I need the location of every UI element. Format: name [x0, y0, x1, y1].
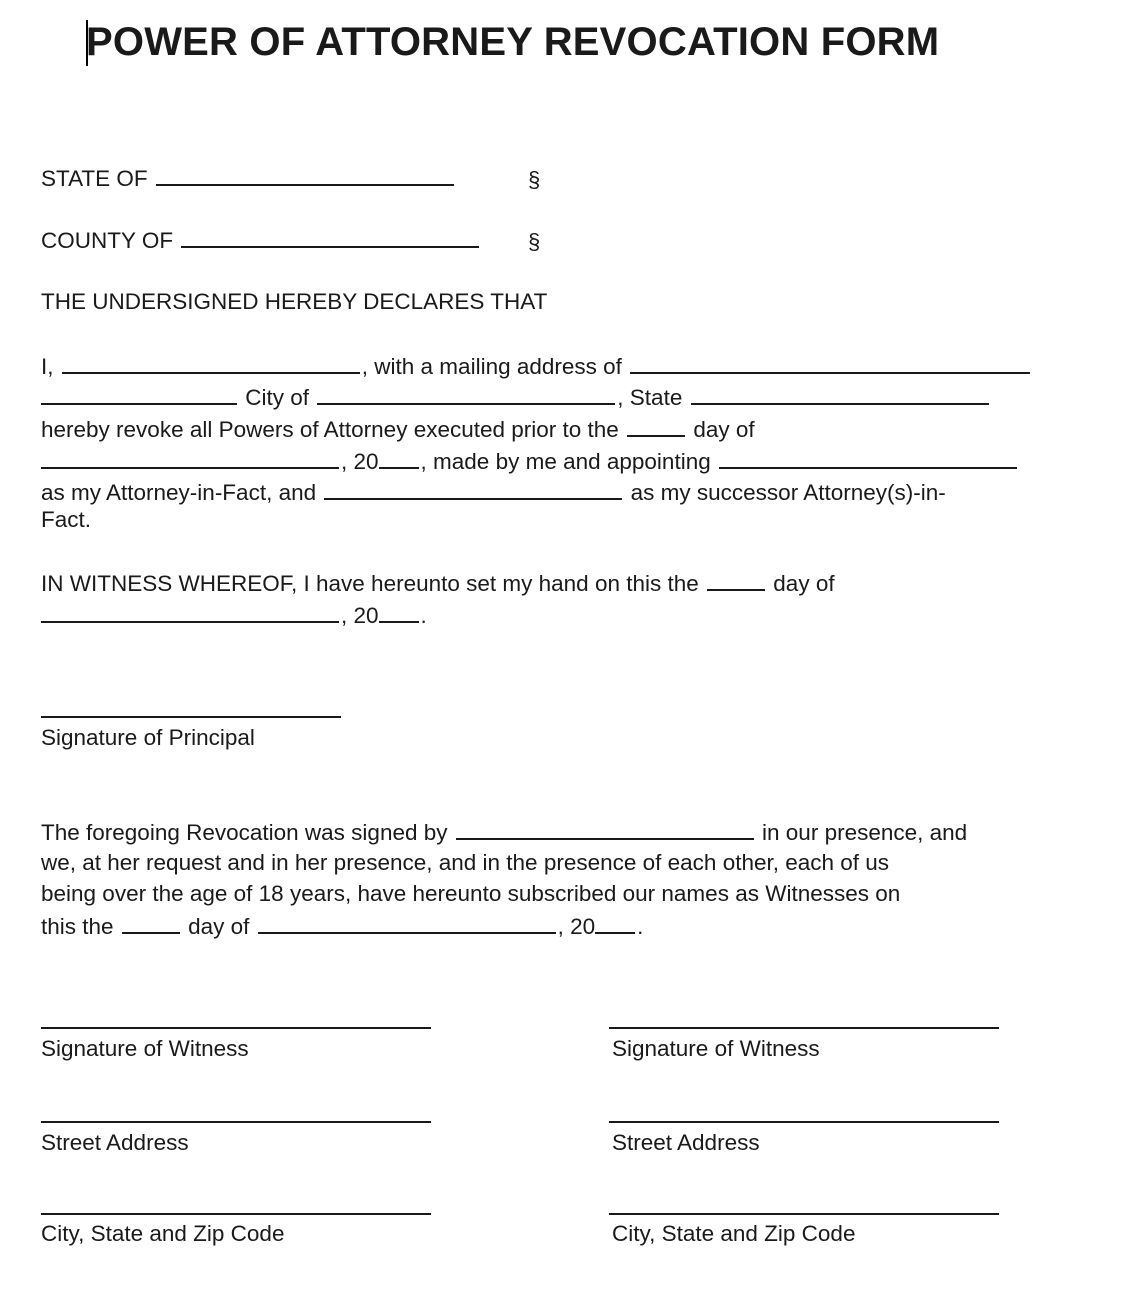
- text: as my Attorney-in-Fact, and: [41, 480, 317, 505]
- foregoing-line-1: [41, 818, 967, 847]
- section-symbol: §: [528, 167, 541, 192]
- text: day of: [773, 571, 835, 596]
- text: The foregoing Revocation was signed by: [41, 820, 448, 845]
- text: day of: [693, 417, 755, 442]
- principal-signature-line[interactable]: [41, 716, 341, 718]
- text: , 20: [557, 914, 596, 939]
- text: .: [637, 914, 644, 939]
- body-line-3: [41, 415, 755, 444]
- body-line-1: [41, 352, 1032, 381]
- witness-2-city-label: City, State and Zip Code: [612, 1221, 856, 1246]
- text: this the: [41, 914, 114, 939]
- witness-2-city-line[interactable]: [609, 1213, 999, 1215]
- text: , with a mailing address of: [361, 354, 622, 379]
- foregoing-line-2: we, at her request and in her presence, and in the presence of each other, each of us: [41, 850, 890, 875]
- witness-2-street-line[interactable]: [609, 1121, 999, 1123]
- state-of-row: [41, 164, 456, 193]
- text: in our presence, and: [762, 820, 968, 845]
- year-blank[interactable]: [379, 601, 419, 623]
- body-line-4: [41, 447, 1019, 476]
- principal-signature-label: Signature of Principal: [41, 725, 255, 750]
- witness-1-city-line[interactable]: [41, 1213, 431, 1215]
- witness-2-signature-label: Signature of Witness: [612, 1036, 820, 1061]
- page-title: POWER OF ATTORNEY REVOCATION FORM: [86, 20, 940, 64]
- state-name-blank[interactable]: [691, 383, 989, 405]
- day-blank[interactable]: [707, 569, 765, 591]
- section-symbol: §: [528, 229, 541, 254]
- text: I,: [41, 354, 54, 379]
- declares-heading: THE UNDERSIGNED HEREBY DECLARES THAT: [41, 289, 548, 314]
- successor-attorney-blank[interactable]: [324, 478, 622, 500]
- body-line-2: [41, 383, 991, 412]
- year-blank[interactable]: [595, 912, 635, 934]
- month-blank[interactable]: [41, 601, 339, 623]
- witness-whereof-line-2: [41, 601, 427, 630]
- witness-1-street-label: Street Address: [41, 1130, 189, 1155]
- text: City of: [245, 385, 310, 410]
- text: , State: [617, 385, 683, 410]
- signer-name-blank[interactable]: [456, 818, 754, 840]
- witness-2-signature-line[interactable]: [609, 1027, 999, 1029]
- text: , 20: [341, 603, 379, 628]
- witness-1-city-label: City, State and Zip Code: [41, 1221, 285, 1246]
- text: , made by me and appointing: [420, 449, 711, 474]
- year-blank[interactable]: [379, 447, 419, 469]
- address-continued-blank[interactable]: [41, 383, 237, 405]
- witness-2-street-label: Street Address: [612, 1130, 760, 1155]
- text: IN WITNESS WHEREOF, I have hereunto set my hand on this the: [41, 571, 699, 596]
- witness-1-street-line[interactable]: [41, 1121, 431, 1123]
- text: hereby revoke all Powers of Attorney executed prior to the: [41, 417, 619, 442]
- foregoing-line-4: [41, 912, 643, 941]
- body-line-6: Fact.: [41, 507, 92, 532]
- county-of-label: COUNTY OF: [41, 228, 174, 253]
- attorney-in-fact-blank[interactable]: [719, 447, 1017, 469]
- witness-1-signature-line[interactable]: [41, 1027, 431, 1029]
- city-blank[interactable]: [317, 383, 615, 405]
- state-blank[interactable]: [156, 164, 454, 186]
- witness-whereof-line-1: [41, 569, 835, 598]
- month-blank[interactable]: [258, 912, 556, 934]
- text: as my successor Attorney(s)-in-: [630, 480, 946, 505]
- county-blank[interactable]: [181, 226, 479, 248]
- month-blank[interactable]: [41, 447, 339, 469]
- county-of-row: [41, 226, 481, 255]
- name-blank[interactable]: [62, 352, 360, 374]
- text: .: [420, 603, 427, 628]
- body-line-5: [41, 478, 946, 507]
- mailing-address-blank[interactable]: [630, 352, 1030, 374]
- witness-1-signature-label: Signature of Witness: [41, 1036, 249, 1061]
- text: day of: [188, 914, 250, 939]
- foregoing-line-3: being over the age of 18 years, have hereunto subscribed our names as Witnesses on: [41, 881, 901, 906]
- day-blank[interactable]: [122, 912, 180, 934]
- state-of-label: STATE OF: [41, 166, 148, 191]
- text: , 20: [341, 449, 379, 474]
- day-blank[interactable]: [627, 415, 685, 437]
